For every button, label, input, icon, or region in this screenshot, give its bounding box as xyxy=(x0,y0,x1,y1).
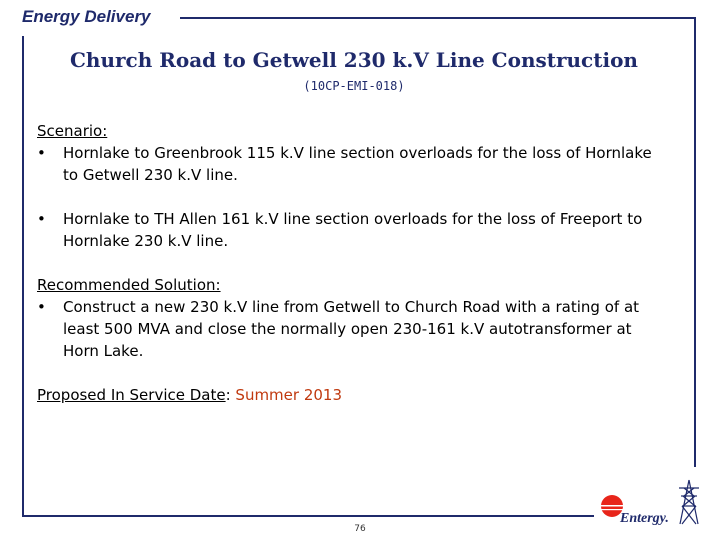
scenario-heading: Scenario: xyxy=(37,122,108,140)
solution-bullet-1 xyxy=(37,296,667,362)
page-number: 76 xyxy=(354,524,366,534)
frame-left-rule xyxy=(22,36,24,516)
service-date-line xyxy=(37,384,667,406)
scenario-bullet-text: Hornlake to Greenbrook 115 k.V line section overloads for the loss of Hornlake to Getwell 230 k.V line. xyxy=(63,144,652,184)
bullet-glyph: • xyxy=(37,210,46,228)
scenario-bullet-2 xyxy=(37,208,667,252)
service-date-separator: : xyxy=(225,386,236,404)
frame-bottom-rule xyxy=(22,515,594,517)
slide-content xyxy=(37,120,667,406)
transmission-tower-icon xyxy=(676,478,702,526)
solution-heading: Recommended Solution: xyxy=(37,276,221,294)
scenario-bullet-1 xyxy=(37,142,667,186)
slide-subtitle: (10CP-EMI-018) xyxy=(303,79,405,93)
bullet-glyph: • xyxy=(37,144,46,162)
frame-right-rule xyxy=(694,17,696,467)
slide-title: Church Road to Getwell 230 k.V Line Construction xyxy=(70,48,638,72)
section-label: Energy Delivery xyxy=(22,7,159,27)
bullet-glyph: • xyxy=(37,298,46,316)
logo-wordmark: Entergy. xyxy=(620,511,669,526)
scenario-bullet-text: Hornlake to TH Allen 161 k.V line section overloads for the loss of Freeport to Hornlake 230 k.V line. xyxy=(63,210,643,250)
frame-top-rule xyxy=(180,17,696,19)
solution-bullet-text: Construct a new 230 k.V line from Getwell to Church Road with a rating of at least 500 MVA and close the normally open 230-161 k.V autotransformer at Horn Lake. xyxy=(63,298,640,360)
service-date-value: Summer 2013 xyxy=(235,386,343,404)
service-date-label: Proposed In Service Date xyxy=(37,386,226,404)
entergy-logo xyxy=(598,492,678,526)
